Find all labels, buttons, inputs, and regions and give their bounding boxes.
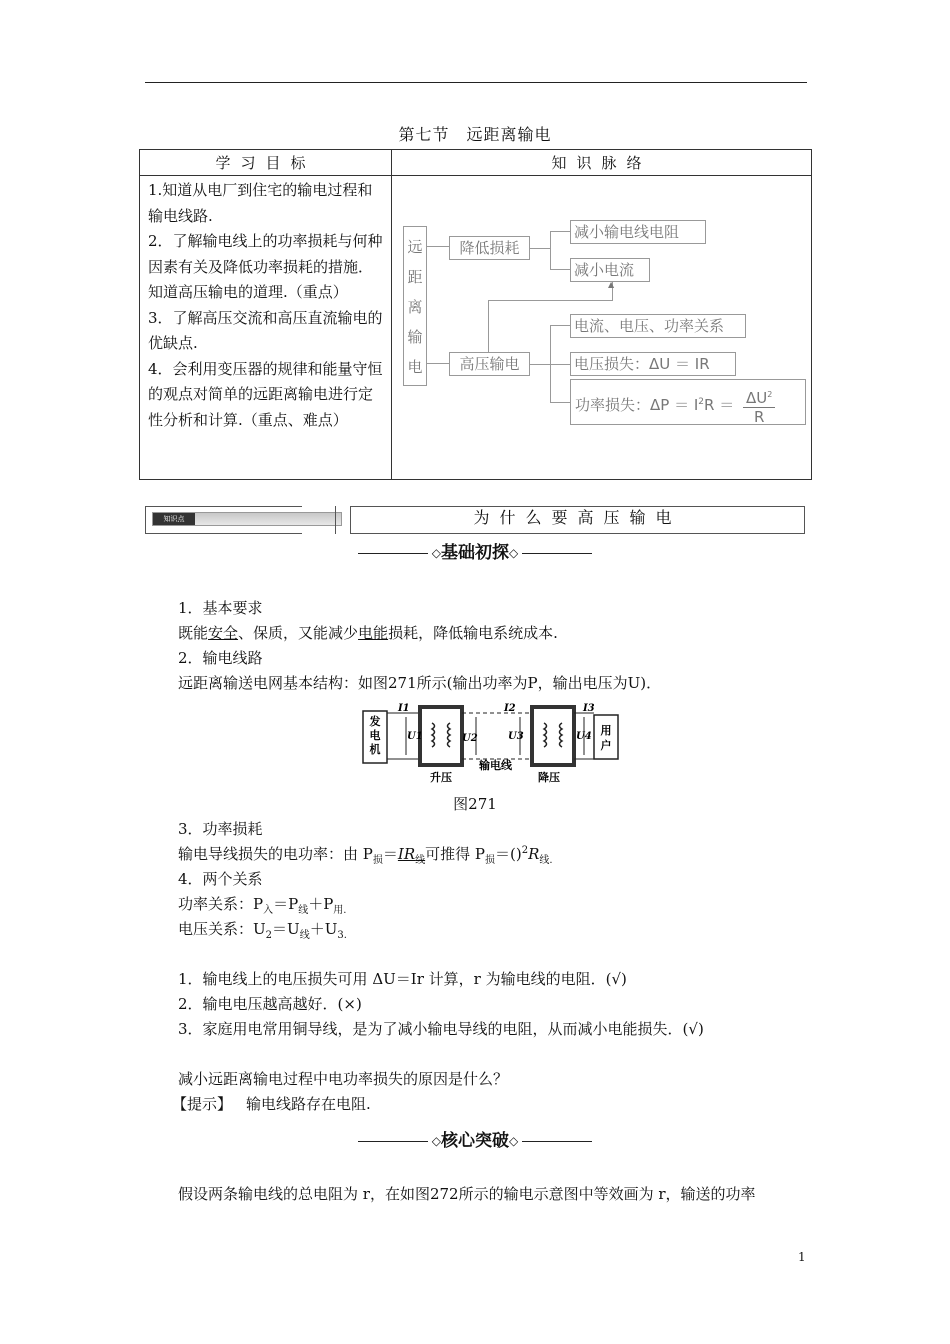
judgment-item: 2．输电电压越高越好．(×)	[178, 995, 362, 1013]
page-title: 第七节 远距离输电	[398, 125, 552, 144]
judgment-item: 3．家庭用电常用铜导线，是为了减小输电导线的电阻，从而减小电能损失．(√)	[178, 1020, 704, 1038]
section-heading-core: ◇核心突破◇	[0, 1126, 950, 1151]
hint-label: 【提示】	[172, 1095, 233, 1113]
current-label-i2: I2	[504, 703, 516, 714]
objective-item: 1.知道从电厂到住宅的输电过程和输电线路.	[148, 181, 373, 225]
step-up-label: 升压	[430, 771, 452, 784]
text-line: 4．两个关系	[178, 870, 263, 888]
hint-line: 【提示】 输电线路存在电阻.	[172, 1095, 371, 1113]
text-line: 输电导线损失的电功率：由 $P_损=IR_线$可推得 $P_损=()^2R_{线.}$	[178, 845, 553, 866]
svg-text:机: 机	[369, 743, 381, 756]
text-line: 3．功率损耗	[178, 820, 263, 838]
knowledge-point-title: 为什么要高压输电	[350, 506, 805, 534]
text-line: 远距离输送电网基本结构：如图271所示(输出功率为P，输出电压为U)．	[178, 674, 662, 692]
voltage-label-u4: U4	[576, 731, 592, 742]
header-rule	[145, 82, 807, 83]
mindmap-item-voltage-loss: 电压损失：ΔU ＝ IR	[570, 352, 736, 376]
section-heading-basics: ◇基础初探◇	[0, 538, 950, 563]
voltage-label-u3: U3	[508, 731, 524, 742]
mindmap-item-reduce-resistance: 减小输电线电阻	[570, 220, 706, 244]
mindmap-root: 远 距 离 输 电	[403, 226, 427, 386]
generator-label-1: 发	[369, 715, 381, 728]
question-text: 减小远距离输电过程中电功率损失的原因是什么？	[178, 1070, 509, 1088]
mindmap-item-power-loss: 功率损失：$\Delta P = I^2R$ ＝ $\frac{\Delta U^2}{R}$	[570, 379, 806, 425]
objective-item: 2．了解输电线上的功率损耗与何种因素有关及降低功率损耗的措施．知道高压输电的道理.（重点）	[148, 232, 383, 301]
mindmap-branch-high-voltage: 高压输电	[449, 352, 530, 376]
mindmap-branch-reduce-loss: 降低损耗	[449, 236, 530, 260]
current-label-i3: I3	[583, 703, 595, 714]
step-down-label: 降压	[538, 771, 560, 784]
text-line: 电压关系：$U_2=U_线+U_{3.}$	[178, 920, 347, 941]
svg-text:户: 户	[600, 739, 612, 752]
figure-caption: 图271	[453, 795, 497, 813]
text-line: 既能安全、保质，又能减少电能损耗，降低输电系统成本.	[178, 624, 558, 642]
page-number: 1	[798, 1250, 806, 1264]
transmission-diagram	[362, 701, 620, 789]
text-line: 2．输电线路	[178, 649, 263, 667]
text-line: 功率关系：$P_入=P_线+P_{用.}$	[178, 895, 347, 916]
objectives-list	[140, 176, 391, 479]
text-line: 1．基本要求	[178, 599, 263, 617]
mindmap-item-relations: 电流、电压、功率关系	[570, 314, 746, 338]
knowledge-map-header: 知识脉络	[392, 150, 812, 176]
text-line: 假设两条输电线的总电阻为 r，在如图272所示的输电示意图中等效画为 r，输送的功率	[178, 1185, 756, 1203]
svg-text:用: 用	[600, 724, 612, 737]
knowledge-point-badge: 知识点	[152, 512, 342, 526]
objectives-header: 学习目标	[140, 150, 392, 176]
svg-text:电: 电	[369, 729, 381, 742]
judgment-item: 1．输电线上的电压损失可用 ΔU＝Ir 计算，r 为输电线的电阻．(√)	[178, 970, 627, 988]
objective-item: 4．会利用变压器的规律和能量守恒的观点对简单的远距离输电进行定性分析和计算.（重点、难点）	[148, 359, 383, 429]
knowledge-mindmap: 远 距 离 输 电 降低损耗 减小输电线电阻 减小电流 ▲ 高压输电 电流、电压、功率关系 电压损失：ΔU ＝ IR 功率损失：$\Delta P = I^2R$ ＝ $\frac{\Delta U^2}{R}$	[392, 176, 811, 479]
knowledge-point-bar	[145, 506, 805, 534]
objectives-table	[139, 149, 812, 480]
current-label-i1: I1	[398, 703, 410, 714]
objective-item: 3．了解高压交流和高压直流输电的优缺点.	[148, 308, 383, 352]
transmission-line-label: 输电线	[479, 759, 512, 772]
voltage-label-u1: U1	[407, 731, 423, 742]
voltage-label-u2: U2	[462, 733, 478, 744]
mindmap-item-reduce-current: 减小电流	[570, 258, 650, 282]
